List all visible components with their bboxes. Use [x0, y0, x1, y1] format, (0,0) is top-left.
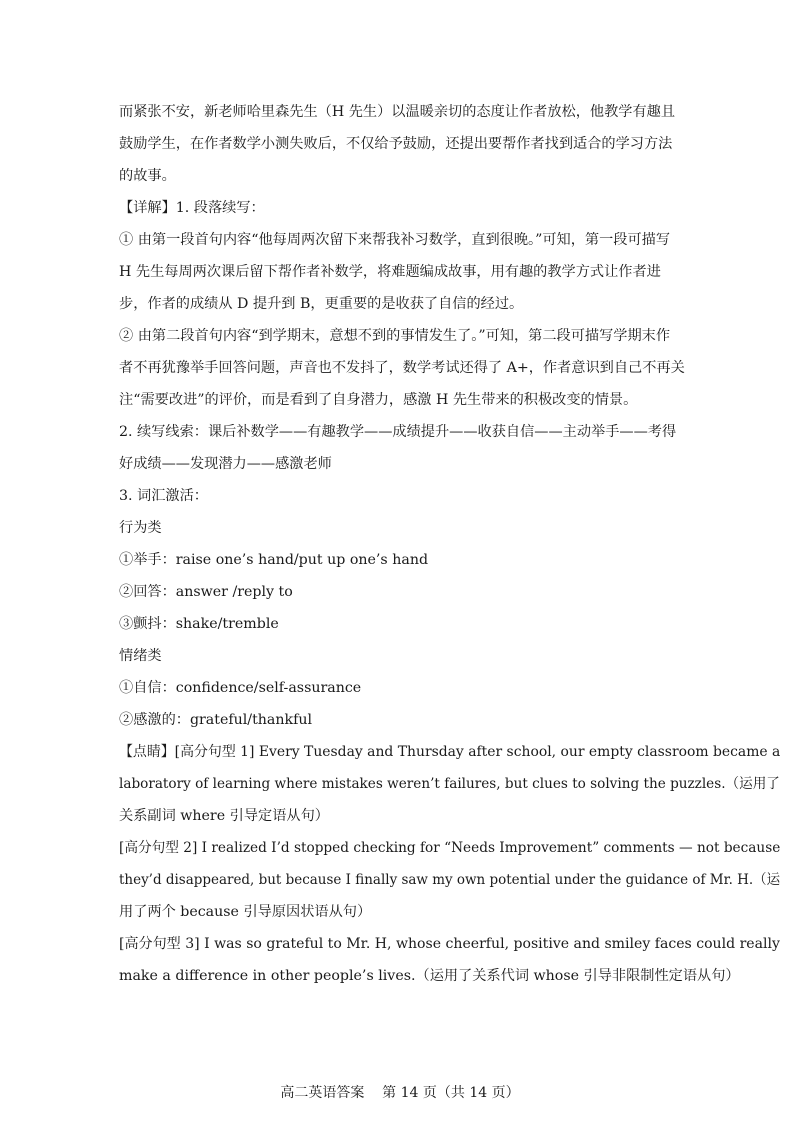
text-line: ② 由第二段首句内容“到学期末，意想不到的事情发生了。”可知，第二段可描写学期末作	[119, 328, 671, 344]
text-line: 用了两个 because 引导原因状语从句）	[119, 904, 372, 920]
text-line: 2. 续写线索：课后补数学——有趣教学——成绩提升——收获自信——主动举手——考得	[119, 424, 677, 440]
category-heading: 情绪类	[119, 648, 162, 664]
text-line: they’d disappeared, but because I finally saw my own potential under the guidance of Mr. H.（运	[119, 872, 781, 888]
vocab-item: ②回答：answer /reply to	[119, 584, 293, 600]
text-line: 3. 词汇激活：	[119, 488, 208, 504]
text-line: ① 由第一段首句内容“他每周两次留下来帮我补习数学，直到很晚。”可知，第一段可描写	[119, 232, 671, 248]
text-line: [高分句型 2] I realized I’d stopped checking for “Needs Improvement” comments — not because	[119, 840, 781, 856]
vocab-item: ③颤抖：shake/tremble	[119, 616, 279, 632]
text-line: 步，作者的成绩从 D 提升到 B，更重要的是收获了自信的经过。	[119, 296, 524, 312]
text-line: [高分句型 3] I was so grateful to Mr. H, whose cheerful, positive and smiley faces could really	[119, 936, 780, 952]
page-footer: 高二英语答案 第 14 页（共 14 页）	[280, 1085, 520, 1101]
section-heading-highlights: 【点睛】[高分句型 1] Every Tuesday and Thursday after school, our empty classroom became a	[119, 744, 781, 760]
text-line: 而紧张不安，新老师哈里森先生（H 先生）以温暖亲切的态度让作者放松，他教学有趣且	[119, 104, 676, 120]
vocab-item: ①举手：raise one’s hand/put up one’s hand	[119, 552, 429, 568]
text-line: 注“需要改进”的评价，而是看到了自身潜力，感激 H 先生带来的积极改变的情景。	[119, 392, 638, 408]
text-line: laboratory of learning where mistakes weren’t failures, but clues to solving the puzzles.（运用了	[119, 776, 780, 792]
text-line: make a difference in other people’s lives.（运用了关系代词 whose 引导非限制性定语从句）	[119, 968, 740, 984]
vocab-item: ②感激的：grateful/thankful	[119, 712, 313, 728]
text-line: 的故事。	[119, 168, 176, 184]
text-line: H 先生每周两次课后留下帮作者补数学，将难题编成故事，用有趣的教学方式让作者进	[119, 264, 661, 280]
text-line: 鼓励学生，在作者数学小测失败后，不仅给予鼓励，还提出要帮作者找到适合的学习方法	[119, 136, 673, 152]
category-heading: 行为类	[119, 520, 162, 536]
text-line: 关系副词 where 引导定语从句）	[119, 808, 329, 824]
vocab-item: ①自信：confidence/self-assurance	[119, 680, 362, 696]
section-heading-explanation: 【详解】1. 段落续写：	[119, 200, 265, 216]
text-line: 好成绩——发现潜力——感激老师	[119, 456, 332, 472]
text-line: 者不再犹豫举手回答问题，声音也不发抖了，数学考试还得了 A+，作者意识到自己不再关	[119, 360, 685, 376]
